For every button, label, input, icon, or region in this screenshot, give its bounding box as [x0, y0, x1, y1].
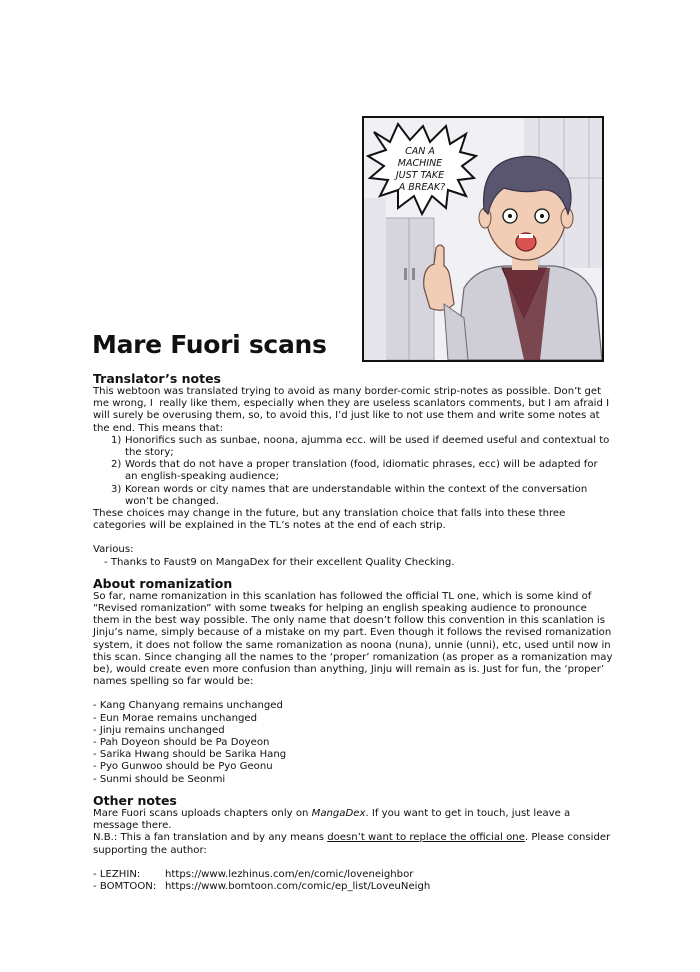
nb-text: N.B.: This a fan translation and by any means: [93, 832, 328, 844]
other-notes-heading: Other notes: [93, 792, 177, 808]
list-item-text: Words that do not have a proper translation (food, idiomatic phrases, ecc) will be adapted for an english-speaking audience;: [125, 459, 598, 483]
list-item: - Sunmi should be Seonmi: [93, 773, 226, 785]
romanization-heading: About romanization: [93, 575, 233, 591]
speech-line-1: CAN A: [405, 146, 435, 157]
other-text: Mare Fuori scans uploads chapters only on: [93, 807, 312, 819]
romanization-body: So far, name romanization in this scanlation has followed the official TL one, which is some kind of “Revised romanization” with some tweaks for helping an english speaking audience to pronounce them in the best way possible. The only name that doesn’t follow this convention in this scanlation is Jinju’s name, simply because of a mistake on my part. Even though it follows the revised romanization system, it does not follow the same romanization as noona (nuna), unnie (unni), etc, used until now in this scan. Since changing all the names to the ‘proper’ romanization (as proper as a romanization may be), would create even more confusion than anything, Jinju will remain as is. Just for fun, the ‘proper’ names spelling so far would be:: [93, 590, 616, 688]
list-item-number: 2): [111, 459, 122, 471]
list-item: [93, 459, 613, 483]
list-item: - Eun Morae remains unchanged: [93, 712, 258, 724]
nb-line: [93, 832, 613, 856]
translator-intro: This webtoon was translated trying to avoid as many border-comic strip-notes as possible. Don’t get me wrong, I really like them, especially when they are useless scanlators comments, but I am afraid I will surely be overusing them, so, to avoid this, I’d just like to not use them and write some notes at the end. This means that:: [93, 386, 613, 434]
various-item: - Thanks to Faust9 on MangaDex for their excellent Quality Checking.: [104, 556, 455, 568]
list-item: - Sarika Hwang should be Sarika Hang: [93, 749, 287, 761]
names-list: [93, 700, 613, 785]
comic-panel: [362, 116, 604, 362]
speech-line-3: JUST TAKE: [395, 170, 445, 181]
various-label: Various:: [93, 544, 134, 556]
translator-notes-heading: Translator’s notes: [93, 371, 221, 386]
bomtoon-label: - BOMTOON:: [93, 880, 157, 892]
list-item: - Pah Doyeon should be Pa Doyeon: [93, 737, 270, 749]
list-item: [93, 484, 613, 508]
page-title: Mare Fuori scans: [92, 330, 327, 359]
list-item-number: 3): [111, 483, 122, 495]
list-item-number: 1): [111, 434, 122, 446]
notes-content: [93, 371, 616, 893]
list-item-text: Korean words or city names that are understandable within the context of the conversation won’t be changed.: [125, 483, 588, 507]
speech-line-2: MACHINE: [397, 158, 443, 169]
bomtoon-row: [93, 881, 613, 893]
official-link-text[interactable]: doesn’t want to replace the official one: [327, 832, 525, 844]
nb-text: . Please consider supporting the author:: [93, 832, 614, 856]
other-notes-line: [93, 808, 613, 832]
translator-outro: These choices may change in the future, but any translation choice that falls into these three categories will be explained in the TL’s notes at the end of each strip.: [93, 508, 569, 532]
translator-list: [93, 435, 613, 508]
comic-illustration: [364, 118, 602, 360]
list-item: - Kang Chanyang remains unchanged: [93, 700, 283, 712]
list-item: - Pyo Gunwoo should be Pyo Geonu: [93, 761, 273, 773]
other-text: . If you want to get in touch, just leave a message there.: [93, 807, 574, 832]
speech-line-4: A BREAK?: [398, 182, 446, 193]
list-item: [93, 435, 613, 459]
list-item: - Jinju remains unchanged: [93, 724, 225, 736]
list-item-text: Honorifics such as sunbae, noona, ajumma ecc. will be used if deemed useful and contextual to the story;: [125, 434, 610, 459]
lezhin-label: - LEZHIN:: [93, 868, 141, 880]
mangadex-text: MangaDex: [311, 807, 366, 819]
lezhin-row: [93, 869, 613, 881]
lezhin-url[interactable]: https://www.lezhinus.com/en/comic/loveneighbor: [165, 868, 414, 880]
bomtoon-url[interactable]: https://www.bomtoon.com/comic/ep_list/LoveuNeigh: [165, 880, 431, 892]
